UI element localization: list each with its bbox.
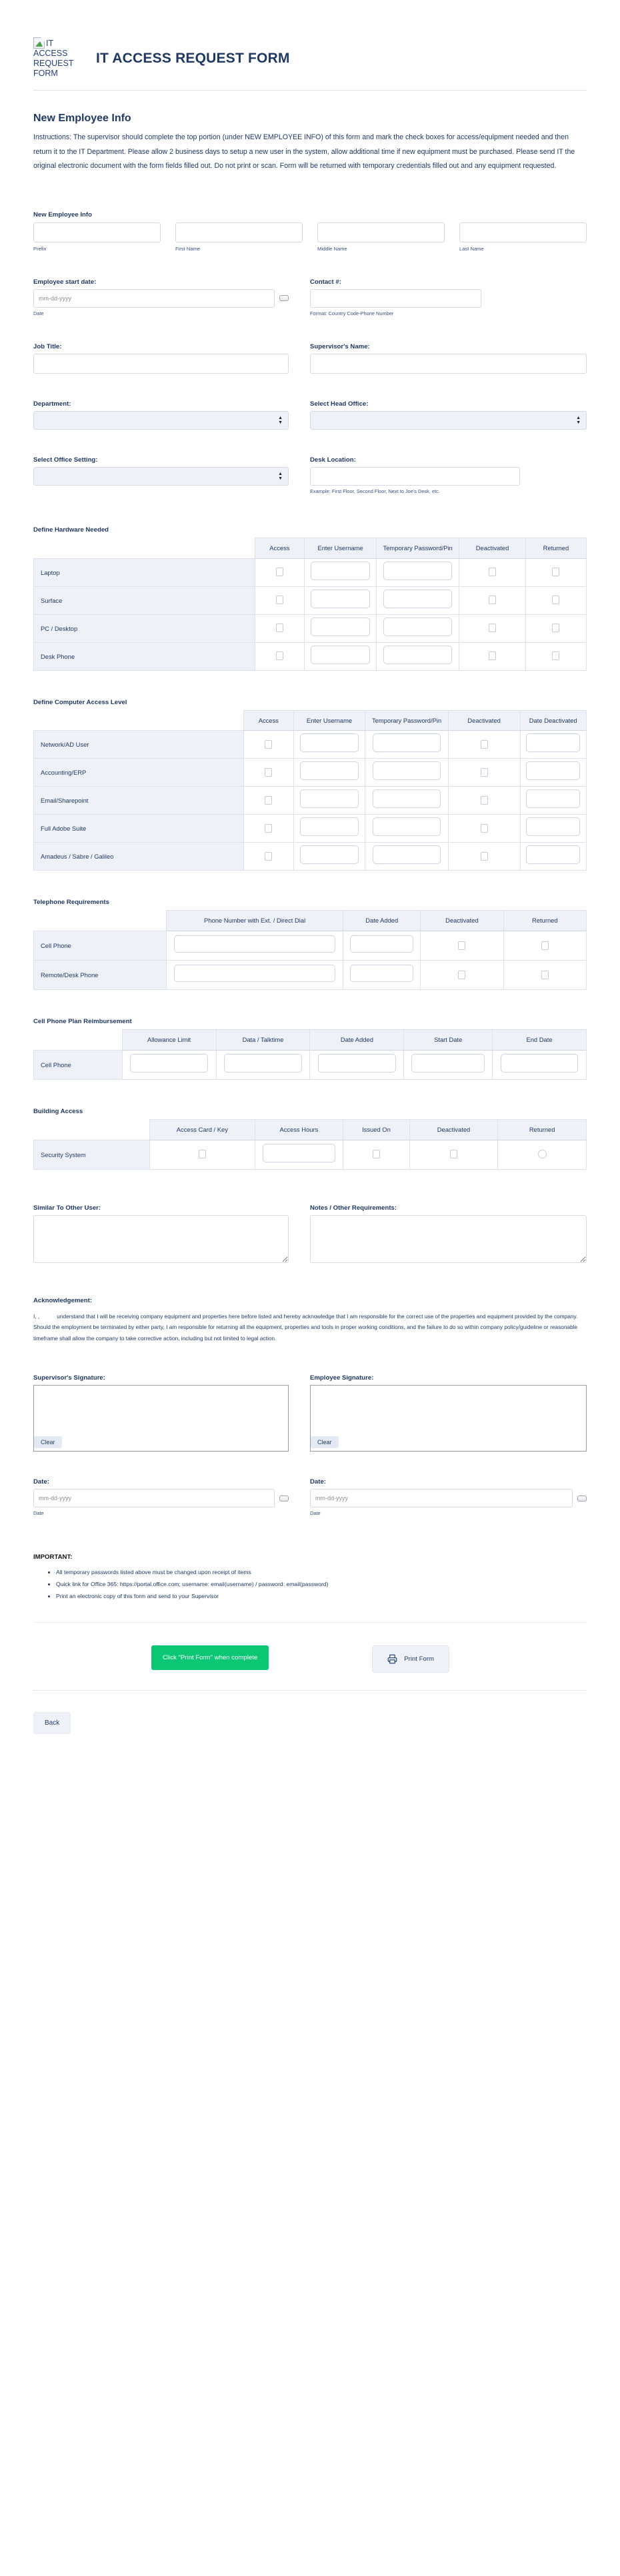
hardware-row-label: Desk Phone <box>34 642 255 670</box>
date-deactivated-field[interactable] <box>526 817 580 836</box>
telephone-col-returned: Returned <box>503 911 586 931</box>
hardware-password-cell <box>376 642 459 670</box>
username-field[interactable] <box>311 590 369 608</box>
head-office-group <box>310 400 587 430</box>
table-row <box>34 614 587 642</box>
list-item: • Quick link for Office 365: https://portal.office.com; username: email(username) / password: email(password) <box>56 1579 587 1591</box>
employee-date-group <box>310 1478 587 1516</box>
cellplan-table-title: Cell Phone Plan Reimbursement <box>33 1018 132 1026</box>
hardware-returned-cell <box>525 614 586 642</box>
desk-location-label: Desk Location: <box>310 456 356 464</box>
chevron-updown-icon: ▲ ▼ <box>278 415 283 425</box>
checkbox[interactable] <box>276 568 283 576</box>
computer-corner-cell <box>34 710 244 731</box>
telephone-corner-cell <box>34 911 167 931</box>
hardware-table-title: Define Hardware Needed <box>33 526 109 534</box>
start-date-field[interactable] <box>411 1054 485 1073</box>
computer-deactivated-cell <box>448 731 520 759</box>
first-name-caption: First Name <box>175 245 201 252</box>
building-issued-on-cell <box>343 1140 409 1169</box>
table-row <box>34 731 587 759</box>
list-item: • Print an electronic copy of this form and send to your Supervisor <box>56 1591 587 1603</box>
notes-group <box>310 1204 587 1266</box>
computer-password-cell <box>365 759 448 787</box>
checkbox[interactable] <box>265 768 272 777</box>
contact-input[interactable] <box>310 289 481 308</box>
building-col-access-hours: Access Hours <box>255 1119 343 1140</box>
logo-alt-line-3: REQUEST <box>33 59 74 68</box>
computer-username-cell <box>293 843 365 871</box>
computer-access-cell <box>244 815 294 843</box>
building-row-label: Security System <box>34 1140 150 1169</box>
head-office-select[interactable] <box>310 411 587 430</box>
telephone-col-phone-number: Phone Number with Ext. / Direct Dial <box>166 911 343 931</box>
telephone-row-label: Remote/Desk Phone <box>34 961 167 990</box>
head-office-label: Select Head Office: <box>310 400 369 408</box>
telephone-number-cell <box>166 931 343 961</box>
hardware-deactivated-cell <box>459 642 525 670</box>
acknowledgement-title: Acknowledgement: <box>33 1296 92 1304</box>
acknowledgement-text: understand that I will be receiving company equipment and properties here before listed and hereby acknowledge that I am responsible for the correct use of the properties and equipment provided by the company. Should the employment be terminated by either party, I am responsible for returning all the equipment, properties and tools in proper working conditions, and the failure to do so within company policy/guideline or reasonable timeframe shall allow the company to take corrective action, including but not limited to legal action. <box>33 1312 578 1342</box>
logo-alt-line-4: FORM <box>33 69 58 78</box>
desk-location-input[interactable] <box>310 467 520 486</box>
department-headoffice-row <box>33 400 587 430</box>
department-group <box>33 400 310 430</box>
hardware-deactivated-cell <box>459 586 525 614</box>
supervisor-date-caption: Date <box>33 1510 44 1517</box>
notes-label: Notes / Other Requirements: <box>310 1204 397 1212</box>
start-date-label: Employee start date: <box>33 278 97 286</box>
username-field[interactable] <box>300 817 359 836</box>
supervisor-signature-canvas[interactable] <box>33 1385 289 1452</box>
building-deactivated-cell <box>409 1140 498 1169</box>
back-divider <box>33 1690 587 1691</box>
building-access-table <box>33 1119 587 1170</box>
username-field[interactable] <box>300 789 359 808</box>
broken-image-icon <box>33 37 45 49</box>
last-name-caption: Last Name <box>459 245 484 252</box>
employee-signature-canvas[interactable] <box>310 1385 587 1452</box>
username-field[interactable] <box>311 562 369 580</box>
phone-number-field[interactable] <box>174 965 335 982</box>
supervisor-date-group <box>33 1478 310 1516</box>
middle-name-caption: Middle Name <box>317 245 347 252</box>
similar-user-textarea[interactable] <box>33 1215 289 1263</box>
start-date-input[interactable] <box>33 289 275 308</box>
startdate-contact-row <box>33 278 587 316</box>
computer-row-label: Accounting/ERP <box>34 759 244 787</box>
checkbox[interactable] <box>481 768 488 777</box>
telephone-col-date-added: Date Added <box>343 911 421 931</box>
password-field[interactable] <box>373 761 441 780</box>
phone-number-field[interactable] <box>174 935 335 953</box>
checkbox[interactable] <box>552 624 559 632</box>
new-employee-info-heading: New Employee Info <box>33 113 131 124</box>
first-name-group <box>175 222 303 252</box>
building-col-deactivated: Deactivated <box>409 1119 498 1140</box>
computer-date-deactivated-cell <box>520 843 587 871</box>
checkbox[interactable] <box>458 941 465 950</box>
hardware-access-cell <box>255 558 305 586</box>
cellplan-date-added-cell <box>310 1050 404 1079</box>
building-col-access-card: Access Card / Key <box>150 1119 255 1140</box>
office-setting-group <box>33 456 310 494</box>
computer-row-label: Network/AD User <box>34 731 244 759</box>
checkbox[interactable] <box>489 568 496 576</box>
prefix-group <box>33 222 161 252</box>
contact-hint: Format: Country Code-Phone Number <box>310 310 394 316</box>
hardware-col-password: Temporary Password/Pin <box>376 538 459 558</box>
last-name-input[interactable] <box>459 222 587 242</box>
employee-date-input[interactable] <box>310 1489 573 1507</box>
list-item: • All temporary passwords listed above must be changed upon receipt of items <box>56 1567 587 1579</box>
computer-deactivated-cell <box>448 787 520 815</box>
logo-broken-image <box>33 23 85 79</box>
telephone-date-added-cell <box>343 931 421 961</box>
table-row <box>34 815 587 843</box>
computer-access-cell <box>244 843 294 871</box>
username-field[interactable] <box>311 618 369 636</box>
office-setting-select[interactable] <box>33 467 289 486</box>
computer-col-username: Enter Username <box>293 710 365 731</box>
checkbox[interactable] <box>276 596 283 604</box>
checkbox[interactable] <box>265 796 272 805</box>
back-button[interactable]: Back <box>33 1712 71 1734</box>
computer-col-date-deactivated: Date Deactivated <box>520 710 587 731</box>
employee-date-caption: Date <box>310 1510 321 1517</box>
telephone-col-deactivated: Deactivated <box>421 911 503 931</box>
access-hours-field[interactable] <box>263 1144 336 1162</box>
checkbox[interactable] <box>541 941 549 950</box>
job-title-label: Job Title: <box>33 342 62 350</box>
computer-date-deactivated-cell <box>520 815 587 843</box>
building-returned-cell <box>498 1140 587 1169</box>
cellplan-corner-cell <box>34 1030 123 1051</box>
checkbox[interactable] <box>276 651 283 660</box>
cellplan-row-label: Cell Phone <box>34 1050 123 1079</box>
date-deactivated-field[interactable] <box>526 761 580 780</box>
table-row <box>34 558 587 586</box>
print-form-button[interactable] <box>372 1645 449 1673</box>
header-divider <box>33 90 587 91</box>
building-access-table-title: Building Access <box>33 1107 83 1115</box>
printer-icon <box>387 1654 397 1664</box>
similar-notes-row <box>33 1204 587 1266</box>
table-row <box>34 759 587 787</box>
last-name-group <box>459 222 587 252</box>
computer-access-cell <box>244 731 294 759</box>
department-label: Department: <box>33 400 71 408</box>
date-deactivated-field[interactable] <box>526 789 580 808</box>
employee-signature-group <box>310 1374 587 1452</box>
logo-alt-line-1: IT <box>46 39 54 48</box>
print-form-label: Print Form <box>404 1655 435 1663</box>
hardware-access-cell <box>255 642 305 670</box>
checkbox[interactable] <box>276 624 283 632</box>
building-access-card-cell <box>150 1140 255 1169</box>
hardware-col-access: Access <box>255 538 305 558</box>
hardware-corner-cell <box>34 538 255 558</box>
date-added-field[interactable] <box>350 965 414 982</box>
table-row <box>34 586 587 614</box>
hardware-col-username: Enter Username <box>305 538 377 558</box>
computer-deactivated-cell <box>448 759 520 787</box>
cellplan-start-date-cell <box>404 1050 493 1079</box>
checkbox[interactable] <box>450 1150 457 1158</box>
contact-label: Contact #: <box>310 278 341 286</box>
calendar-icon[interactable] <box>279 1496 289 1502</box>
similar-user-label: Similar To Other User: <box>33 1204 101 1212</box>
checkbox[interactable] <box>481 824 488 833</box>
hardware-password-cell <box>376 586 459 614</box>
password-field[interactable] <box>383 562 452 580</box>
table-row <box>34 787 587 815</box>
date-deactivated-field[interactable] <box>526 733 580 752</box>
hardware-password-cell <box>376 558 459 586</box>
end-date-field[interactable] <box>501 1054 579 1073</box>
hardware-row-label: Laptop <box>34 558 255 586</box>
table-row <box>34 961 587 990</box>
hardware-username-cell <box>305 558 377 586</box>
officesetting-desk-row <box>33 456 587 494</box>
supervisor-signature-label: Supervisor's Signature: <box>33 1374 105 1382</box>
computer-username-cell <box>293 731 365 759</box>
computer-deactivated-cell <box>448 843 520 871</box>
desk-location-group <box>310 456 587 494</box>
calendar-icon[interactable] <box>577 1496 587 1502</box>
acknowledgement-body <box>33 1311 587 1344</box>
hardware-returned-cell <box>525 586 586 614</box>
computer-row-label: Amadeus / Sabre / Galileo <box>34 843 244 871</box>
password-field[interactable] <box>383 645 452 664</box>
radio-button[interactable] <box>538 1150 547 1158</box>
table-row <box>34 642 587 670</box>
hardware-password-cell <box>376 614 459 642</box>
password-field[interactable] <box>373 789 441 808</box>
date-added-field[interactable] <box>350 935 414 953</box>
building-col-returned: Returned <box>498 1119 587 1140</box>
computer-col-password: Temporary Password/Pin <box>365 710 448 731</box>
footer-button-row <box>33 1645 587 1673</box>
checkbox[interactable] <box>552 596 559 604</box>
checkbox[interactable] <box>481 852 488 861</box>
computer-access-table-title: Define Computer Access Level <box>33 698 127 706</box>
cellplan-table <box>33 1029 587 1080</box>
logo-alt-line-2: ACCESS <box>33 49 68 58</box>
jobtitle-supervisor-row <box>33 343 587 374</box>
form-header <box>33 0 587 79</box>
telephone-number-cell <box>166 961 343 990</box>
signature-date-row <box>33 1478 587 1516</box>
supervisor-signature-clear-button[interactable]: Clear <box>34 1436 62 1448</box>
supervisor-date-input[interactable] <box>33 1489 275 1507</box>
notes-textarea[interactable] <box>310 1215 587 1263</box>
building-corner-cell <box>34 1119 150 1140</box>
hardware-username-cell <box>305 642 377 670</box>
computer-deactivated-cell <box>448 815 520 843</box>
chevron-updown-icon: ▲ ▼ <box>278 471 283 481</box>
instructions-paragraph: Instructions: The supervisor should complete the top portion (under NEW EMPLOYEE INFO) of this form and mark the check boxes for access/equipment needed and then return it to the IT Department. Please allow 2 business days to setup a new user in the system, allow additional time if new equipment must be purchased. Please send IT the original electronic document with the form fields filled out. Do not print or scan. Form will be returned with temporary credentials filled out and any equipment requested. <box>33 133 575 171</box>
password-field[interactable] <box>383 618 452 636</box>
allowance-limit-field[interactable] <box>130 1054 208 1073</box>
important-title: IMPORTANT: <box>33 1553 73 1561</box>
checkbox[interactable] <box>265 740 272 749</box>
middle-name-input[interactable] <box>317 222 445 242</box>
cellplan-end-date-cell <box>493 1050 587 1079</box>
telephone-returned-cell <box>503 931 586 961</box>
table-row <box>34 1050 587 1079</box>
computer-password-cell <box>365 843 448 871</box>
username-field[interactable] <box>311 645 369 664</box>
hardware-username-cell <box>305 586 377 614</box>
username-field[interactable] <box>300 761 359 780</box>
chevron-updown-icon: ▲ ▼ <box>576 415 581 425</box>
building-access-hours-cell <box>255 1140 343 1169</box>
contact-group <box>310 278 587 316</box>
checkbox[interactable] <box>552 651 559 660</box>
computer-col-deactivated: Deactivated <box>448 710 520 731</box>
hardware-col-deactivated: Deactivated <box>459 538 525 558</box>
computer-date-deactivated-cell <box>520 787 587 815</box>
cellplan-col-data-talktime: Data / Talktime <box>216 1030 310 1051</box>
computer-access-table <box>33 710 587 871</box>
acknowledgement-prefix: I, , <box>33 1312 40 1320</box>
desk-location-hint: Example: First Floor, Second Floor, Next to Joe's Desk, etc. <box>310 488 440 494</box>
office-setting-label: Select Office Setting: <box>33 456 98 464</box>
employee-signature-clear-button[interactable]: Clear <box>311 1436 339 1448</box>
computer-password-cell <box>365 787 448 815</box>
telephone-deactivated-cell <box>421 931 503 961</box>
telephone-table <box>33 910 587 990</box>
cellplan-col-date-added: Date Added <box>310 1030 404 1051</box>
employee-date-label: Date: <box>310 1478 326 1486</box>
date-added-field[interactable] <box>318 1054 396 1073</box>
checkbox[interactable] <box>458 971 465 979</box>
username-field[interactable] <box>300 845 359 864</box>
table-row <box>34 931 587 961</box>
password-field[interactable] <box>373 733 441 752</box>
checkbox[interactable] <box>489 596 496 604</box>
computer-access-cell <box>244 759 294 787</box>
building-col-issued-on: Issued On <box>343 1119 409 1140</box>
checkbox[interactable] <box>489 624 496 632</box>
similar-user-group <box>33 1204 310 1266</box>
computer-access-cell <box>244 787 294 815</box>
cellplan-data-cell <box>216 1050 310 1079</box>
computer-row-label: Full Adobe Suite <box>34 815 244 843</box>
hardware-table <box>33 538 587 671</box>
hardware-access-cell <box>255 586 305 614</box>
cellplan-allowance-cell <box>122 1050 216 1079</box>
password-field[interactable] <box>373 845 441 864</box>
table-row <box>34 843 587 871</box>
checkbox[interactable] <box>199 1150 206 1158</box>
checkbox[interactable] <box>541 971 549 979</box>
prefix-input[interactable] <box>33 222 161 242</box>
telephone-returned-cell <box>503 961 586 990</box>
cellplan-col-allowance-limit: Allowance Limit <box>122 1030 216 1051</box>
date-deactivated-field[interactable] <box>526 845 580 864</box>
computer-username-cell <box>293 815 365 843</box>
important-list <box>33 1567 587 1602</box>
computer-username-cell <box>293 787 365 815</box>
username-field[interactable] <box>300 733 359 752</box>
computer-col-access: Access <box>244 710 294 731</box>
computer-row-label: Email/Sharepoint <box>34 787 244 815</box>
hardware-deactivated-cell <box>459 558 525 586</box>
middle-name-group <box>317 222 445 252</box>
employee-info-subheading: New Employee Info <box>33 211 92 218</box>
computer-date-deactivated-cell <box>520 759 587 787</box>
job-title-group <box>33 343 310 374</box>
start-date-group <box>33 278 310 316</box>
job-title-input[interactable] <box>33 354 289 374</box>
telephone-row-label: Cell Phone <box>34 931 167 961</box>
supervisor-name-group <box>310 343 587 374</box>
hardware-returned-cell <box>525 558 586 586</box>
hardware-returned-cell <box>525 642 586 670</box>
employee-signature-label: Employee Signature: <box>310 1374 374 1382</box>
password-field[interactable] <box>373 817 441 836</box>
data-talktime-field[interactable] <box>224 1054 302 1073</box>
hardware-access-cell <box>255 614 305 642</box>
calendar-icon[interactable] <box>279 295 289 301</box>
checkbox[interactable] <box>489 651 496 660</box>
telephone-table-title: Telephone Requirements <box>33 899 109 907</box>
checkbox[interactable] <box>481 740 488 749</box>
department-select[interactable] <box>33 411 289 430</box>
hardware-deactivated-cell <box>459 614 525 642</box>
prefix-caption: Prefix <box>33 245 47 252</box>
supervisor-signature-group <box>33 1374 310 1452</box>
computer-username-cell <box>293 759 365 787</box>
hardware-row-label: PC / Desktop <box>34 614 255 642</box>
checkbox[interactable] <box>265 852 272 861</box>
checkbox[interactable] <box>265 824 272 833</box>
footer-divider <box>33 1622 587 1623</box>
supervisor-name-input[interactable] <box>310 354 587 374</box>
checkbox[interactable] <box>373 1150 380 1158</box>
hardware-col-returned: Returned <box>525 538 586 558</box>
table-row <box>34 1140 587 1169</box>
print-prompt-button[interactable]: Click "Print Form" when complete <box>151 1645 269 1670</box>
checkbox[interactable] <box>552 568 559 576</box>
employee-name-row <box>33 222 587 252</box>
cellplan-col-start-date: Start Date <box>404 1030 493 1051</box>
first-name-input[interactable] <box>175 222 303 242</box>
telephone-date-added-cell <box>343 961 421 990</box>
start-date-caption: Date <box>33 310 44 316</box>
computer-password-cell <box>365 815 448 843</box>
cellplan-col-end-date: End Date <box>493 1030 587 1051</box>
computer-password-cell <box>365 731 448 759</box>
computer-date-deactivated-cell <box>520 731 587 759</box>
signature-row <box>33 1374 587 1452</box>
supervisor-name-label: Supervisor's Name: <box>310 342 370 350</box>
telephone-deactivated-cell <box>421 961 503 990</box>
supervisor-date-label: Date: <box>33 1478 49 1486</box>
page-title: IT ACCESS REQUEST FORM <box>96 51 290 66</box>
checkbox[interactable] <box>481 796 488 805</box>
hardware-username-cell <box>305 614 377 642</box>
password-field[interactable] <box>383 590 452 608</box>
hardware-row-label: Surface <box>34 586 255 614</box>
